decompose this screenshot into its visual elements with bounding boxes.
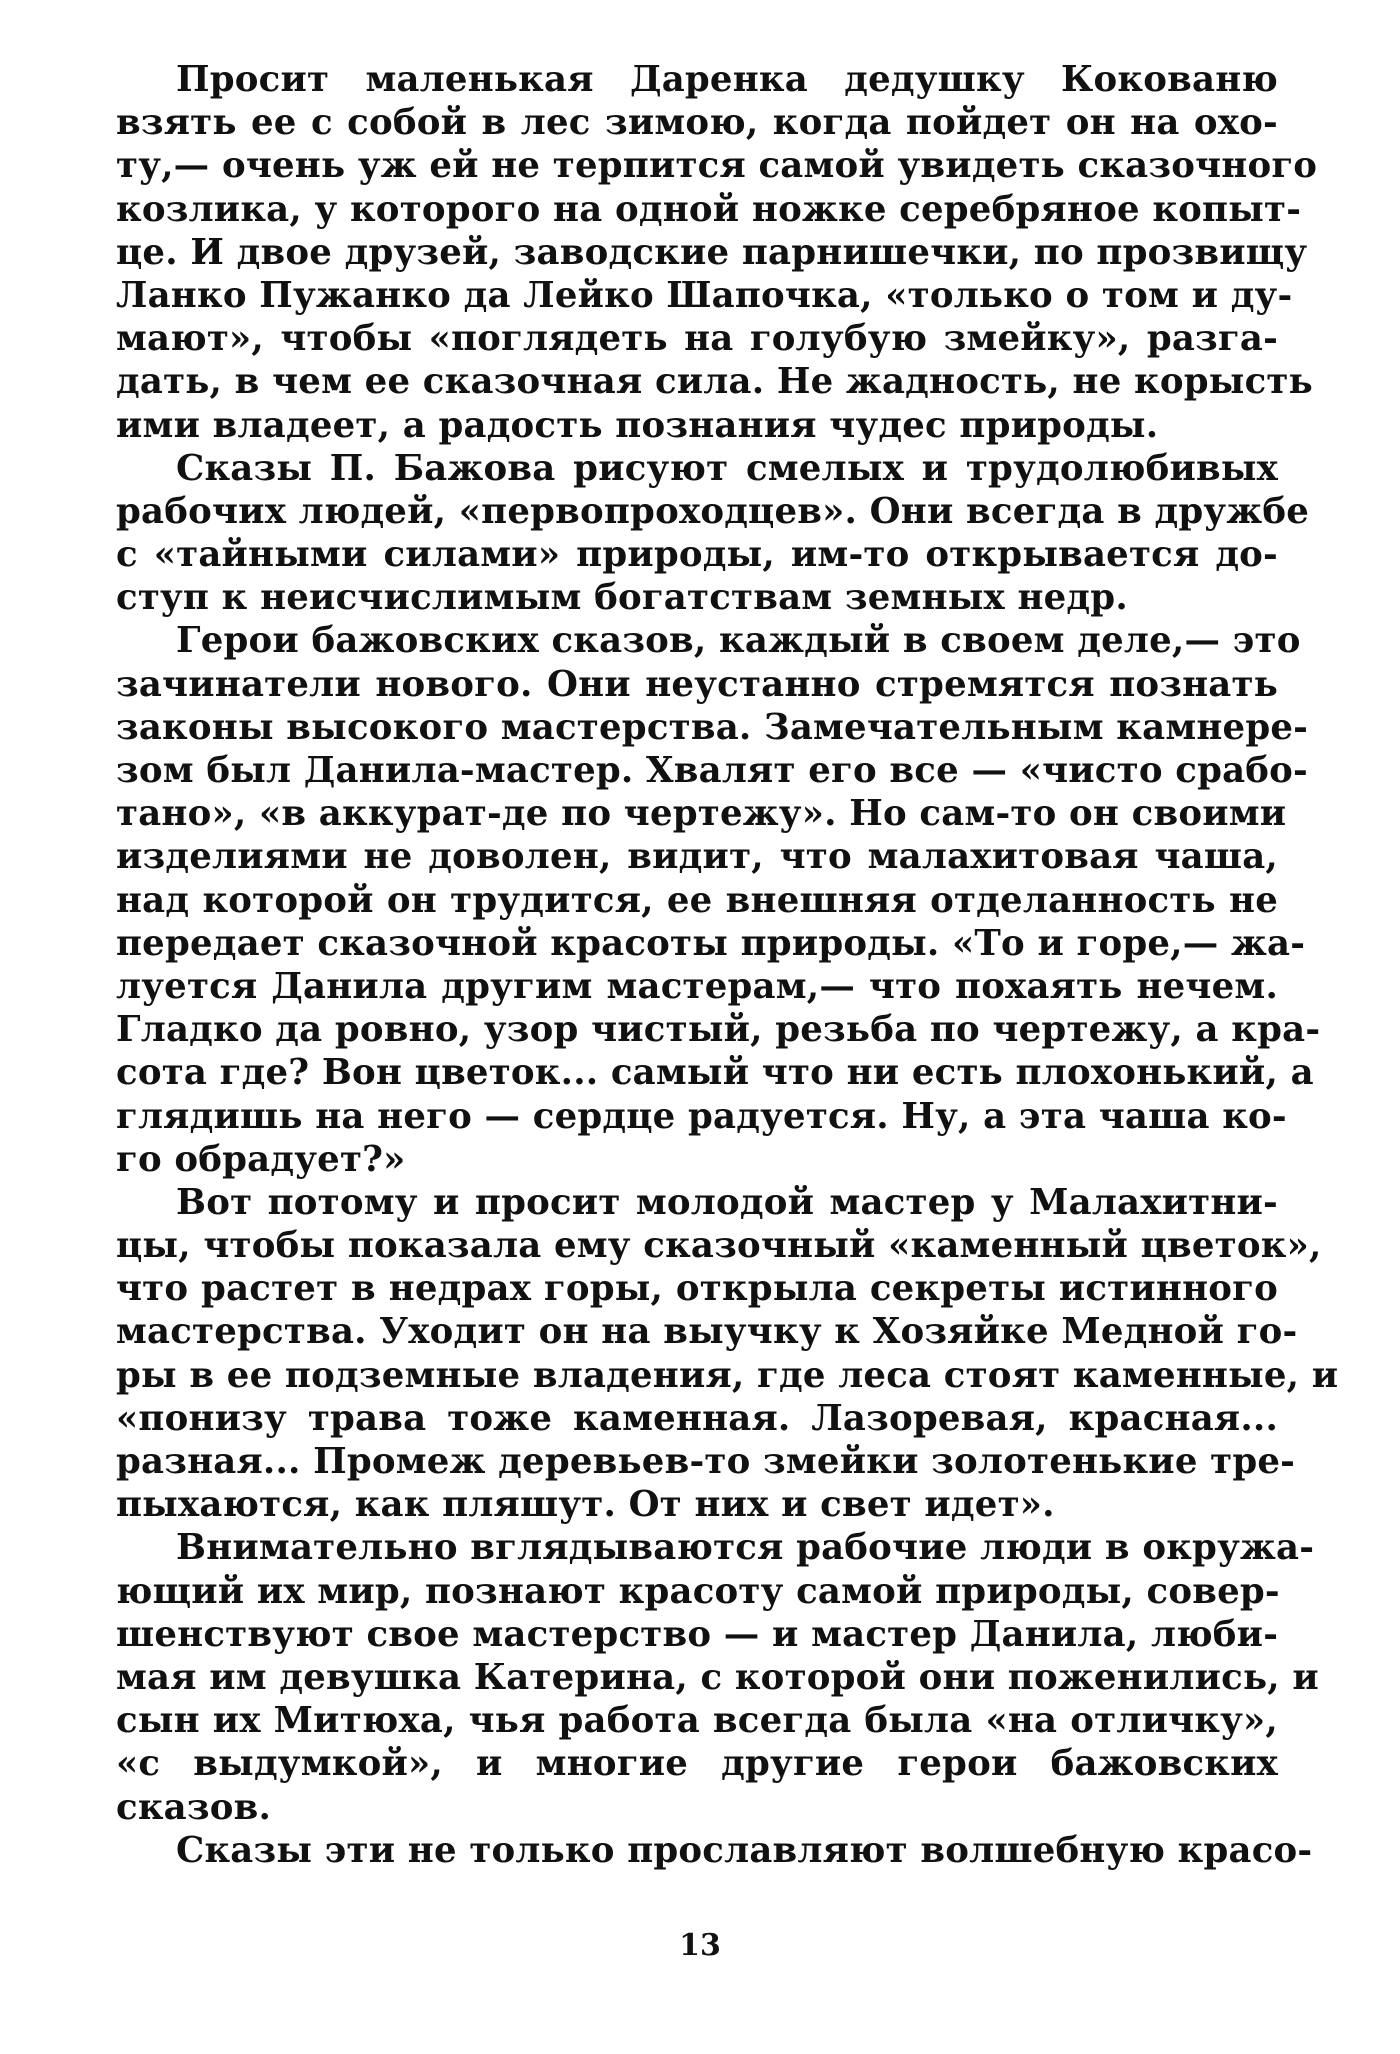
text-line: взять ее с собой в лес зимою, когда пойдет он на охо- [116, 102, 1278, 144]
text-line: Внимательно вглядываются рабочие люди в окружа- [176, 1527, 1315, 1569]
text-line: Ланко Пужанко да Лейко Шапочка, «только о том и ду- [116, 274, 1293, 316]
text-line: тано», «в аккурат-де по чертежу». Но сам-то он своими [116, 793, 1287, 835]
text-line: зачинатели нового. Они неустанно стремятся познать [116, 663, 1278, 705]
text-line: Сказы П. Бажова рисуют смелых и трудолюбивых [176, 447, 1278, 489]
text-line: ступ к неисчислимым богатствам земных недр. [116, 577, 1128, 619]
text-line: дать, в чем ее сказочная сила. Не жадность, не корысть [116, 361, 1313, 403]
text-line: разная... Промеж деревьев-то змейки золотенькие тре- [116, 1441, 1296, 1482]
text-line: «понизу трава тоже каменная. Лазоревая, красная... [116, 1397, 1278, 1439]
text-line: Вот потому и просит молодой мастер у Малахитни- [176, 1181, 1278, 1223]
text-line: ющий их мир, познают красоту самой природы, совер- [116, 1570, 1280, 1612]
text-line: «с выдумкой», и многие другие герои бажовских [116, 1743, 1278, 1785]
paragraph [116, 1526, 1319, 1828]
text-line: Гладко да ровно, узор чистый, резьба по чертежу, а кра- [116, 1009, 1321, 1051]
text-line: что растет в недрах горы, открыла секреты истинного [116, 1268, 1278, 1310]
text-line: сказов. [116, 1786, 272, 1828]
text-line: Сказы эти не только прославляют волшебную красо- [176, 1829, 1313, 1871]
text-line: сын их Митюха, чья работа всегда была «на отличку», [116, 1700, 1278, 1742]
text-line: зом был Данила-мастер. Хвалят его все — «чисто срабо- [116, 750, 1308, 791]
page-number: 13 [679, 1928, 721, 1963]
text-line: пыхаются, как пляшут. От них и свет идет». [116, 1484, 1055, 1526]
text-line: це. И двое друзей, заводские парнишечки, по прозвищу [116, 231, 1308, 273]
text-line: глядишь на него — сердце радуется. Ну, а эта чаша ко- [116, 1095, 1287, 1137]
text-line: с «тайными силами» природы, им-то открывается до- [116, 534, 1278, 576]
text-line: передает сказочной красоты природы. «То и горе,— жа- [116, 922, 1306, 964]
text-line: козлика, у которого на одной ножке серебряное копыт- [116, 188, 1302, 230]
text-line: го обрадует?» [116, 1138, 406, 1180]
text-line: цы, чтобы показала ему сказочный «каменный цветок», [116, 1225, 1322, 1267]
text-line: законы высокого мастерства. Замечательным камнере- [116, 706, 1309, 748]
paragraph [116, 1181, 1339, 1527]
paragraph [116, 58, 1318, 447]
paragraph [116, 447, 1310, 620]
text-line: над которой он трудится, ее внешняя отделанность не [116, 879, 1278, 921]
text-line: шенствуют свое мастерство — и мастер Данила, люби- [116, 1613, 1279, 1655]
text-line: мая им девушка Катерина, с которой они поженились, и [116, 1656, 1319, 1698]
text-line: ры в ее подземные владения, где леса стоят каменные, и [116, 1354, 1339, 1396]
text-line: мастерства. Уходит он на выучку к Хозяйке Медной го- [116, 1311, 1298, 1353]
body-text [116, 58, 1339, 1872]
paragraph [116, 1829, 1313, 1872]
paragraph [116, 619, 1321, 1180]
text-line: Просит маленькая Даренка дедушку Кокованю [176, 59, 1278, 100]
text-line: изделиями не доволен, видит, что малахитовая чаша, [116, 836, 1278, 878]
text-line: сота где? Вон цветок... самый что ни есть плохонький, а [116, 1052, 1314, 1094]
text-line: ими владеет, а радость познания чудес природы. [116, 404, 1159, 446]
text-line: Герои бажовских сказов, каждый в своем деле,— это [176, 620, 1301, 662]
text-line: рабочих людей, «первопроходцев». Они всегда в дружбе [116, 490, 1310, 532]
text-line: мают», чтобы «поглядеть на голубую змейку», разга- [116, 318, 1278, 360]
text-line: ту,— очень уж ей не терпится самой увидеть сказочного [116, 145, 1318, 187]
text-line: луется Данила другим мастерам,— что похаять нечем. [116, 965, 1278, 1007]
